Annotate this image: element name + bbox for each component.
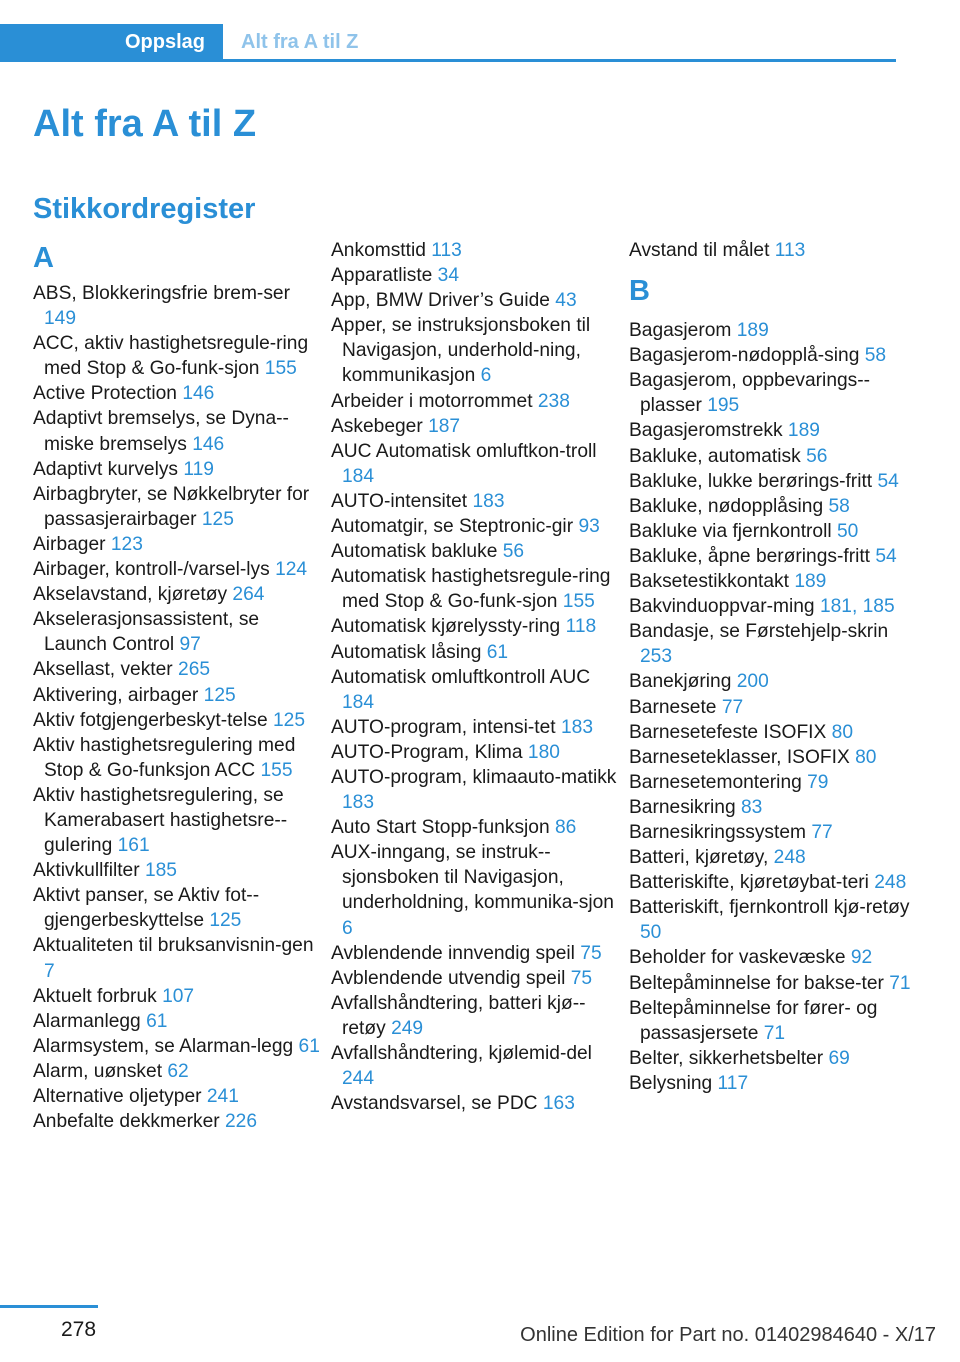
index-entry	[629, 619, 919, 669]
index-entry	[33, 457, 323, 482]
entry-page-link[interactable]: 77	[721, 696, 744, 718]
entry-text: Adaptivt kurvelys	[33, 458, 179, 480]
entry-page-link[interactable]: 75	[570, 967, 593, 989]
index-entry	[629, 594, 919, 619]
index-entry	[331, 991, 621, 1041]
entry-text: Active Protection	[33, 383, 177, 405]
entry-page-link[interactable]: 124	[275, 559, 308, 581]
entry-text: Avstandsvarsel, se PDC	[331, 1093, 538, 1115]
entry-text: Adaptivt bremselys, se Dyna-miske bremselys	[33, 408, 289, 455]
entry-page-link[interactable]: 189	[736, 320, 769, 342]
entry-text: Akselerasjonsassistent, se Launch Control	[33, 609, 260, 656]
index-entry	[33, 281, 323, 331]
entry-page-link[interactable]: 113	[774, 240, 806, 261]
index-entry	[331, 765, 621, 815]
entry-text: Bagasjerom	[629, 320, 732, 342]
entry-page-link[interactable]: 244	[342, 1068, 375, 1090]
entry-page-link[interactable]: 54	[877, 470, 899, 492]
index-entry	[331, 1041, 621, 1091]
index-column-2	[331, 238, 621, 1116]
entry-text: Apper, se instruksjonsboken til Navigasjon, underhold-ning, kommunikasjon	[331, 315, 591, 387]
entry-page-link[interactable]: 107	[162, 985, 195, 1007]
entry-text: AUTO-intensitet	[331, 490, 468, 512]
entry-text: Askebeger	[331, 415, 423, 437]
entry-text: Alternative oljetyper	[33, 1086, 202, 1107]
index-entry	[33, 532, 323, 557]
entry-page-link[interactable]: 86	[555, 817, 577, 839]
entry-text: Barneseteklasser, ISOFIX	[629, 746, 850, 768]
entry-page-link[interactable]: 56	[502, 541, 525, 563]
entry-text: Alarm, uønsket	[33, 1060, 163, 1082]
entry-text: Bakluke, åpne berørings-fritt	[629, 545, 871, 567]
entry-page-link[interactable]: 249	[391, 1017, 424, 1039]
index-entry	[33, 607, 323, 657]
entry-page-link[interactable]: 146	[182, 383, 215, 405]
tab-oppslag-label: Oppslag	[124, 31, 205, 53]
entry-page-link[interactable]: 187	[428, 415, 461, 437]
tab-oppslag[interactable]	[0, 24, 223, 62]
entry-text: ABS, Blokkeringsfrie brem-ser	[33, 283, 290, 304]
entry-text: Avfallshåndtering, batteri kjø-retøy	[331, 992, 586, 1039]
index-entry	[629, 945, 919, 970]
entry-text: Anbefalte dekkmerker	[33, 1111, 220, 1133]
index-entry	[33, 406, 323, 456]
index-entry	[331, 665, 621, 715]
top-bar	[0, 24, 896, 62]
index-entry	[331, 941, 621, 966]
entry-page-link[interactable]: 50	[640, 922, 662, 944]
entry-page-link[interactable]: 61	[486, 641, 509, 663]
index-entry	[629, 318, 919, 343]
entry-text: Barnesikring	[629, 796, 736, 818]
entry-text: Bandasje, se Førstehjelp-skrin	[629, 621, 889, 643]
entry-text: Airbager	[33, 533, 106, 555]
entry-text: Airbager, kontroll-/varsel-lys	[33, 559, 270, 581]
entry-text: Barnesetefeste ISOFIX	[629, 721, 827, 743]
entry-page-link[interactable]: 185	[144, 860, 177, 882]
entry-page-link[interactable]: 189	[787, 420, 820, 442]
entry-text: Aktiv hastighetsregulering med Stop & Go-funksjon ACC	[33, 734, 296, 781]
entry-page-link[interactable]: 83	[741, 796, 763, 818]
entry-page-link[interactable]: 184	[342, 465, 375, 487]
entry-text: Beholder for vaskevæske	[629, 947, 846, 969]
entry-page-link[interactable]: 93	[578, 516, 600, 538]
index-entry	[629, 971, 919, 996]
entry-text: Avfallshåndtering, kjølemid-del	[331, 1043, 592, 1064]
entry-page-link[interactable]: 161	[117, 835, 150, 857]
index-entry	[629, 720, 919, 745]
entry-page-link[interactable]: 69	[828, 1047, 850, 1069]
entry-text: Alarmsystem, se Alarman-legg	[33, 1035, 294, 1057]
entry-page-link[interactable]: 58	[864, 345, 887, 367]
index-entry	[33, 1034, 323, 1059]
entry-text: Aksellast, vekter	[33, 659, 173, 681]
entry-page-link[interactable]: 61	[146, 1010, 168, 1032]
index-entry	[331, 238, 621, 263]
index-entry	[331, 740, 621, 765]
entry-page-link[interactable]: 183	[342, 792, 375, 814]
header-rule	[223, 59, 896, 62]
entry-page-link[interactable]: 253	[640, 646, 673, 668]
index-column-3	[629, 238, 919, 1096]
index-entry	[33, 482, 323, 532]
index-entry	[629, 669, 919, 694]
entry-text: Belysning	[629, 1072, 713, 1094]
index-entry	[331, 489, 621, 514]
index-entry	[33, 1059, 323, 1084]
index-entry	[33, 1009, 323, 1034]
index-entry	[331, 288, 621, 313]
entry-text: Automatisk omluftkontroll AUC	[331, 666, 591, 688]
entry-page-link[interactable]: 54	[875, 545, 897, 567]
index-entry	[331, 815, 621, 840]
entry-page-link[interactable]: 183	[560, 716, 593, 738]
tab-alt-fra-a-til-z[interactable]: Alt fra A til Z	[241, 31, 359, 53]
index-entry	[33, 557, 323, 582]
entry-page-link[interactable]: 117	[717, 1072, 749, 1094]
entry-page-link[interactable]: 77	[811, 821, 833, 843]
index-entry	[629, 996, 919, 1046]
entry-text: Akselavstand, kjøretøy	[33, 584, 228, 606]
entry-text: Alarmanlegg	[33, 1010, 141, 1032]
index-entry	[33, 381, 323, 406]
index-entry	[629, 820, 919, 845]
entry-page-link[interactable]: 34	[437, 265, 460, 287]
entry-text: Aktivt panser, se Aktiv fot-gjengerbeskyttelse	[33, 885, 260, 932]
entry-page-link[interactable]: 155	[260, 759, 293, 781]
entry-page-link[interactable]: 123	[110, 533, 143, 555]
entry-page-link[interactable]: 71	[763, 1022, 786, 1044]
entry-text: Automatgir, se Steptronic-gir	[331, 516, 574, 538]
entry-page-link[interactable]: 80	[831, 721, 853, 743]
index-entry	[629, 494, 919, 519]
entry-text: Beltepåminnelse for fører- og passasjersete	[629, 997, 878, 1044]
entry-text: Barnesetemontering	[629, 771, 802, 793]
entry-page-link[interactable]: 62	[167, 1060, 189, 1082]
index-letter: B	[629, 275, 650, 308]
index-entry	[33, 1109, 323, 1134]
entry-text: Bagasjerom-nødopplå-sing	[629, 345, 860, 367]
entry-page-link[interactable]: 241	[206, 1086, 239, 1107]
entry-text: Aktuelt forbruk	[33, 985, 157, 1007]
page-number: 278	[61, 1318, 97, 1341]
index-entry	[629, 544, 919, 569]
index-entry	[629, 238, 919, 263]
index-entry	[629, 895, 919, 945]
entry-page-link[interactable]: 125	[203, 684, 236, 706]
entry-text: Bakluke, nødopplåsing	[629, 495, 824, 517]
entry-text: Automatisk låsing	[331, 641, 482, 663]
entry-text: Avblendende innvendig speil	[331, 942, 575, 964]
entry-page-link[interactable]: 183	[472, 490, 505, 512]
entry-text: AUTO-program, klimaauto-matikk	[331, 766, 617, 788]
index-entry	[331, 514, 621, 539]
index-entry	[33, 733, 323, 783]
index-entry	[33, 1084, 323, 1109]
entry-page-link[interactable]: 75	[580, 942, 602, 964]
entry-page-link[interactable]: 119	[183, 458, 214, 480]
entry-text: Bagasjerom, oppbevarings-plasser	[629, 370, 871, 417]
index-entry	[629, 845, 919, 870]
entry-page-link[interactable]: 6	[342, 917, 353, 939]
entry-text: Bakluke, lukke berørings-fritt	[629, 470, 873, 492]
index-entry	[629, 795, 919, 820]
entry-page-link[interactable]: 248	[874, 872, 907, 894]
entry-page-link[interactable]: 226	[224, 1111, 257, 1133]
index-entry	[33, 783, 323, 858]
entry-page-link[interactable]: 43	[555, 290, 577, 312]
entry-text: Aktivkullfilter	[33, 860, 140, 882]
entry-page-link[interactable]: 264	[232, 584, 265, 606]
entry-page-link[interactable]: 50	[836, 520, 859, 542]
index-entry	[331, 614, 621, 639]
index-entry	[33, 933, 323, 983]
index-entry	[629, 343, 919, 368]
entry-text: Ankomsttid	[331, 240, 426, 261]
entry-page-link[interactable]: 6	[480, 365, 492, 387]
page-title: Alt fra A til Z	[33, 103, 257, 145]
index-entry	[629, 469, 919, 494]
edition-footer: Online Edition for Part no. 01402984640 - X/17	[520, 1324, 936, 1346]
entry-page-link[interactable]: 146	[192, 433, 225, 455]
index-entry	[629, 695, 919, 720]
index-entry	[331, 715, 621, 740]
entry-text: Aktivering, airbager	[33, 684, 199, 706]
entry-page-link[interactable]: 238	[537, 390, 570, 412]
index-entry	[629, 745, 919, 770]
entry-page-link[interactable]: 79	[807, 771, 829, 793]
index-entry	[629, 569, 919, 594]
index-entry	[629, 444, 919, 469]
entry-page-link[interactable]: 265	[178, 659, 211, 681]
entry-page-link[interactable]: 7	[44, 960, 55, 982]
index-entry	[331, 313, 621, 388]
footer-rule	[0, 1305, 98, 1308]
index-entry	[33, 984, 323, 1009]
entry-text: Batteriskift, fjernkontroll kjø-retøy	[629, 897, 910, 919]
index-entry	[33, 858, 323, 883]
entry-text: Automatisk kjørelyssty-ring	[331, 616, 561, 638]
index-entry	[331, 389, 621, 414]
entry-text: Baksetestikkontakt	[629, 571, 789, 593]
entry-text: AUTO-program, intensi-tet	[331, 716, 556, 738]
entry-text: Bakluke, automatisk	[629, 445, 801, 467]
index-entry	[629, 1071, 919, 1096]
entry-page-link[interactable]: 163	[542, 1093, 575, 1115]
entry-text: Automatisk hastighetsregule-ring med Stop & Go-funk-sjon	[331, 566, 611, 613]
entry-page-link[interactable]: 118	[565, 616, 597, 638]
entry-text: Beltepåminnelse for bakse-ter	[629, 972, 884, 994]
entry-text: Auto Start Stopp-funksjon	[331, 817, 550, 839]
entry-page-link[interactable]: 125	[201, 508, 234, 530]
entry-text: Arbeider i motorrommet	[331, 390, 533, 412]
index-entry	[629, 770, 919, 795]
entry-page-link[interactable]: 184	[342, 691, 375, 713]
entry-page-link[interactable]: 195	[707, 395, 740, 417]
entry-page-link[interactable]: 180	[527, 741, 560, 763]
index-entry	[33, 683, 323, 708]
index-entry	[33, 883, 323, 933]
entry-page-link[interactable]: 125	[209, 910, 242, 932]
entry-text: Batteri, kjøretøy,	[629, 847, 769, 869]
entry-text: Bakluke via fjernkontroll	[629, 520, 832, 542]
index-entry	[33, 657, 323, 682]
index-entry	[33, 582, 323, 607]
index-entry	[331, 439, 621, 489]
entry-text: Automatisk bakluke	[331, 541, 498, 563]
entry-text: Aktualiteten til bruksanvisnin-gen	[33, 935, 314, 957]
index-entry	[331, 640, 621, 665]
index-entry	[331, 1091, 621, 1116]
entry-text: Avstand til målet	[629, 240, 770, 261]
index-entry	[331, 414, 621, 439]
entry-text: ACC, aktiv hastighetsregule-ring med Stop & Go-funk-sjon	[33, 333, 309, 380]
entry-text: Apparatliste	[331, 265, 433, 287]
entry-page-link[interactable]: 80	[855, 746, 877, 768]
entry-page-link[interactable]: 200	[736, 671, 769, 693]
entry-text: Belter, sikkerhetsbelter	[629, 1047, 824, 1069]
entry-text: AUX-inngang, se instruk-sjonsboken til Navigasjon, underholdning, kommunika-sjon	[331, 842, 614, 914]
entry-text: AUTO-Program, Klima	[331, 741, 523, 763]
entry-page-link[interactable]: 97	[179, 634, 201, 656]
index-entry	[33, 708, 323, 733]
index-entry	[331, 564, 621, 614]
entry-text: App, BMW Driver’s Guide	[331, 290, 550, 312]
entry-page-link[interactable]: 155	[562, 591, 595, 613]
entry-page-link[interactable]: 61	[298, 1035, 320, 1057]
entry-page-link[interactable]: 248	[773, 847, 806, 869]
entry-page-link[interactable]: 181, 185	[819, 596, 895, 618]
entry-text: Batteriskifte, kjøretøybat-teri	[629, 872, 869, 894]
entry-text: Barnesikringssystem	[629, 821, 807, 843]
entry-text: Barnesete	[629, 696, 717, 718]
index-entry	[331, 840, 621, 940]
index-column-1	[33, 238, 323, 1134]
index-entry	[331, 539, 621, 564]
entry-text: AUC Automatisk omluftkon-troll	[331, 440, 597, 462]
entry-text: Bagasjeromstrekk	[629, 420, 783, 442]
entry-page-link[interactable]: 56	[806, 445, 828, 467]
entry-text: Banekjøring	[629, 671, 732, 693]
entry-page-link[interactable]: 149	[44, 308, 77, 330]
index-letter: A	[33, 242, 54, 274]
index-entry	[629, 418, 919, 443]
index-entry	[331, 263, 621, 288]
section-subtitle: Stikkordregister	[33, 193, 256, 225]
entry-page-link[interactable]: 71	[889, 972, 911, 994]
entry-text: Airbagbryter, se Nøkkelbryter for passasjerairbager	[33, 483, 310, 530]
entry-page-link[interactable]: 155	[264, 358, 297, 380]
entry-page-link[interactable]: 113	[431, 240, 462, 261]
index-entry	[33, 331, 323, 381]
index-entry	[629, 368, 919, 418]
entry-page-link[interactable]: 189	[794, 571, 827, 593]
index-entry	[629, 519, 919, 544]
entry-page-link[interactable]: 125	[272, 709, 305, 731]
index-entry	[629, 1046, 919, 1071]
entry-text: Avblendende utvendig speil	[331, 967, 566, 989]
entry-page-link[interactable]: 92	[850, 947, 873, 969]
index-entry	[629, 870, 919, 895]
entry-text: Bakvinduoppvar-ming	[629, 596, 815, 618]
entry-text: Aktiv hastighetsregulering, se Kamerabasert hastighetsre-gulering	[33, 784, 288, 857]
index-entry	[331, 966, 621, 991]
entry-page-link[interactable]: 58	[828, 495, 850, 517]
entry-text: Aktiv fotgjengerbeskyt-telse	[33, 709, 268, 731]
